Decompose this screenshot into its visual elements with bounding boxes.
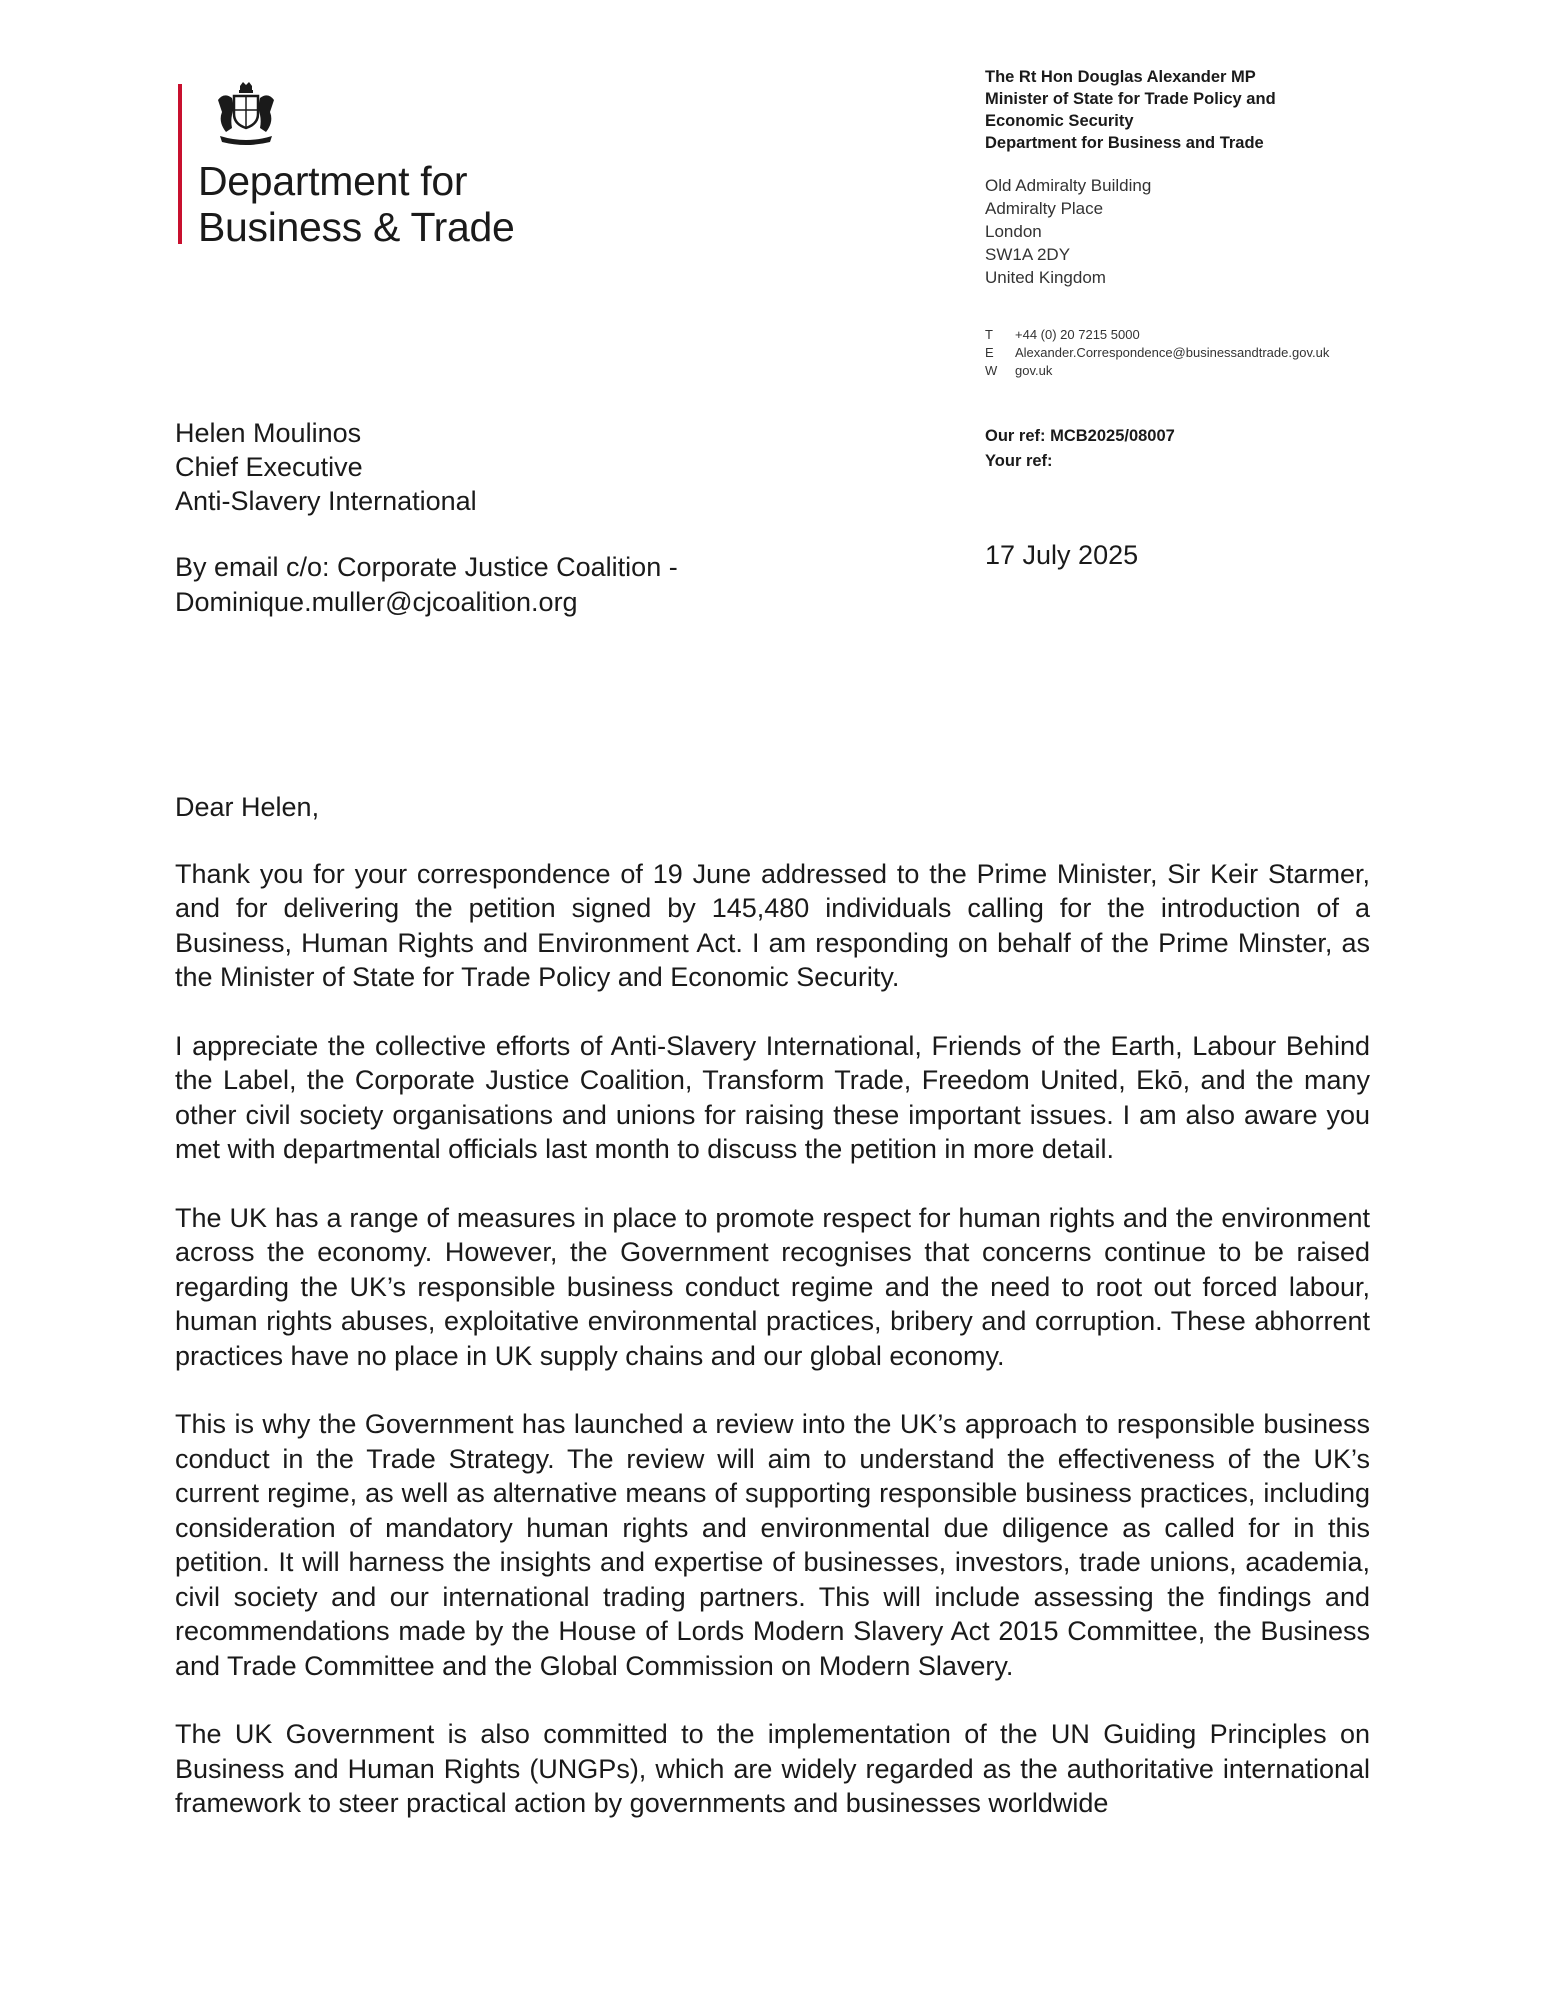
- sender-name: The Rt Hon Douglas Alexander MP: [985, 68, 1256, 86]
- contact-block: [985, 326, 1329, 380]
- phone-label: T: [985, 327, 993, 342]
- letter-body: [175, 790, 1370, 1855]
- address-line: London: [985, 222, 1042, 241]
- sender-role-1: Minister of State for Trade Policy and: [985, 90, 1276, 108]
- body-paragraph: I appreciate the collective efforts of Anti-Slavery International, Friends of the Earth, Labour Behind the Label, the Corporate Justice Coalition, Transform Trade, Freedom United, Ekō, and the many other civil society organisations and unions for raising these important issues. I am also aware you met with departmental officials last month to discuss the petition in more detail.: [175, 1030, 1370, 1164]
- phone-value: +44 (0) 20 7215 5000: [1015, 327, 1140, 342]
- logo-text: [198, 158, 515, 250]
- address-line: United Kingdom: [985, 268, 1106, 287]
- sender-block: [985, 66, 1405, 154]
- delivery-line-1: By email c/o: Corporate Justice Coalition -: [175, 552, 678, 582]
- email-label: E: [985, 345, 994, 360]
- royal-crest-icon: [214, 80, 278, 148]
- contact-web: [985, 362, 1329, 380]
- logo-line-2: Business & Trade: [198, 204, 515, 250]
- sender-address: [985, 174, 1151, 289]
- body-paragraph: Thank you for your correspondence of 19 June addressed to the Prime Minister, Sir Keir Starmer, and for delivering the petition signed by 145,480 individuals calling for the introduction of a Business, Human Rights and Environment Act. I am responding on behalf of the Prime Minster, as the Minister of State for Trade Policy and Economic Security.: [175, 858, 1370, 992]
- delivery-block: [175, 550, 678, 620]
- recipient-name: Helen Moulinos: [175, 418, 362, 448]
- our-ref: Our ref: MCB2025/08007: [985, 427, 1175, 445]
- reference-block: [985, 424, 1175, 474]
- body-paragraph: This is why the Government has launched a review into the UK’s approach to responsible business conduct in the Trade Strategy. The review will aim to understand the effectiveness of the UK’s current regime, as well as alternative means of supporting responsible business practices, including consideration of mandatory human rights and environmental due diligence as called for in this petition. It will harness the insights and expertise of businesses, investors, trade unions, academia, civil society and our international trading partners. This will include assessing the findings and recommendations made by the House of Lords Modern Slavery Act 2015 Committee, the Business and Trade Committee and the Global Commission on Modern Slavery.: [175, 1409, 1370, 1681]
- recipient-organisation: Anti-Slavery International: [175, 486, 477, 516]
- web-label: W: [985, 363, 998, 378]
- letter-date: 17 July 2025: [985, 540, 1139, 570]
- your-ref: Your ref:: [985, 452, 1053, 470]
- logo-red-bar: [178, 84, 182, 244]
- contact-email: [985, 344, 1329, 362]
- sender-role-2: Economic Security: [985, 112, 1134, 130]
- address-line: Old Admiralty Building: [985, 176, 1152, 195]
- address-line: Admiralty Place: [985, 199, 1104, 218]
- recipient-title: Chief Executive: [175, 452, 363, 482]
- body-paragraph: The UK has a range of measures in place to promote respect for human rights and the environment across the economy. However, the Government recognises that concerns continue to be raised regarding the UK’s responsible business conduct regime and the need to root out forced labour, human rights abuses, exploitative environmental practices, bribery and corruption. These abhorrent practices have no place in UK supply chains and our global economy.: [175, 1202, 1370, 1371]
- sender-department: Department for Business and Trade: [985, 134, 1264, 152]
- salutation: Dear Helen,: [175, 792, 320, 822]
- contact-phone: [985, 326, 1329, 344]
- email-value[interactable]: Alexander.Correspondence@businessandtrade.gov.uk: [1015, 345, 1330, 360]
- recipient-block: [175, 416, 477, 518]
- department-logo: [178, 80, 558, 250]
- body-paragraph: The UK Government is also committed to the implementation of the UN Guiding Principles on Business and Human Rights (UNGPs), which are widely regarded as the authoritative international framework to steer practical action by governments and businesses worldwide: [175, 1719, 1370, 1818]
- logo-line-1: Department for: [198, 158, 468, 204]
- web-value[interactable]: gov.uk: [1015, 363, 1053, 378]
- delivery-email[interactable]: Dominique.muller@cjcoalition.org: [175, 587, 578, 617]
- address-line: SW1A 2DY: [985, 245, 1071, 264]
